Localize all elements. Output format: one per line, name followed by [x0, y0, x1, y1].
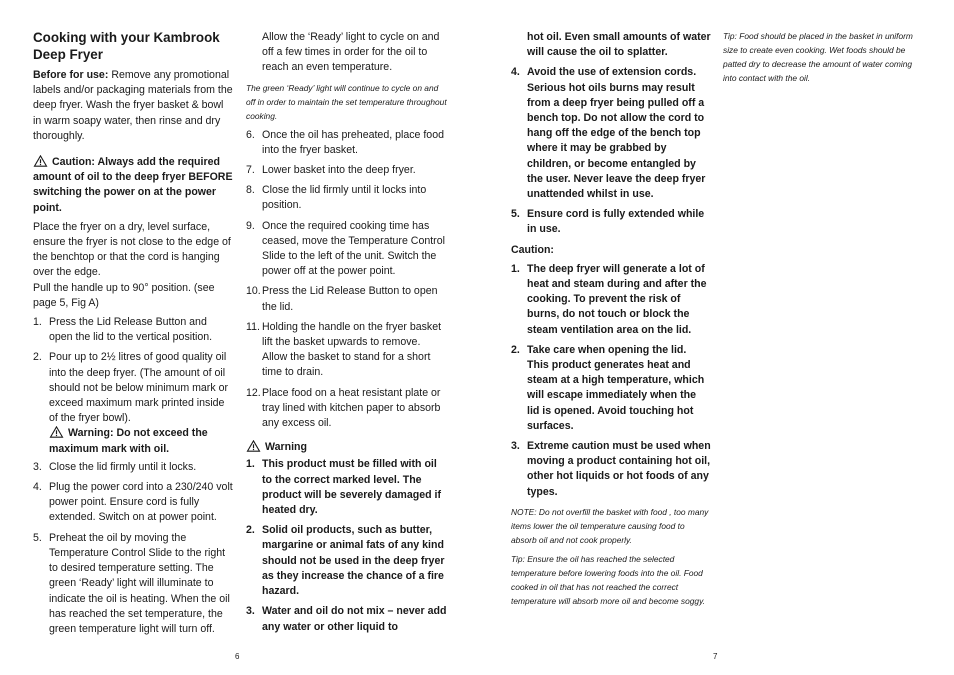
list-item: 3. Close the lid firmly until it locks. [33, 460, 197, 473]
list-item: 4. Avoid the use of extension cords. Serious hot oils burns may result from a deep fryer being pulled off a bench top. Do not allow the cord to hang off the edge of the bench top where it may be grabbed by children, or become entangled by the user. Never leave the deep fryer unattended whilst in use. [511, 66, 706, 201]
list-item: 2. Take care when opening the lid. This product generates heat and steam at a high temperature, which will escape immediately when the lid is opened. Avoid touching hot surfaces. [511, 343, 705, 432]
list-item: 1. Press the Lid Release Button and open the lid to the vertical position. [33, 316, 213, 344]
caution-text: Caution: Always add the required amount of oil to the deep fryer BEFORE switching the power on at the power point. [33, 156, 233, 214]
warning-triangle-icon [33, 155, 48, 167]
cautions-list [511, 262, 711, 500]
right-column-1 [511, 30, 711, 608]
continued-warning: hot oil. Even small amounts of water will cause the oil to splatter. [527, 31, 711, 59]
steps-list-a [33, 315, 233, 637]
warning-heading: Warning [246, 440, 448, 455]
list-item: 3. Water and oil do not mix – never add any water or other liquid to [246, 605, 447, 633]
list-item: 11. Holding the handle on the fryer basket lift the basket upwards to remove. Allow the basket to stand for a short time to drain. [246, 320, 442, 379]
list-item: 1. The deep fryer will generate a lot of heat and steam during and after the cooking. To prevent the risk of burns, do not touch or block the steam ventilation area on the lid. [511, 262, 707, 336]
before-use-label: Before for use: [33, 69, 109, 81]
ready-light-note: The green ‘Ready’ light will continue to cycle on and off in order to maintain the set temperature throughout cooking. [246, 82, 447, 121]
page-number-left: 6 [235, 652, 240, 661]
warning-triangle-icon [49, 426, 64, 438]
list-item: 7. Lower basket into the deep fryer. [246, 164, 416, 177]
list-item: 5. Preheat the oil by moving the Temperature Control Slide to the right to desired temperature setting. The green ‘Ready’ light will illuminate to indicate the oil is heating. When the oil has reached the set temperature, the green temperature light will turn off. [33, 531, 230, 635]
list-item: 6. Once the oil has preheated, place food into the fryer basket. [246, 128, 444, 156]
left-column-1 [33, 30, 233, 642]
before-use-text: Remove any promotional labels and/or packaging materials from the deep fryer. Wash the fryer basket & bowl in warm soapy water, then rinse and dry thoroughly. [33, 69, 233, 142]
list-item: 8. Close the lid firmly until it locks into position. [246, 184, 427, 212]
caution-heading: Caution: [511, 243, 554, 256]
pull-paragraph: Pull the handle up to 90° position. (see page 5, Fig A) [33, 281, 215, 309]
page-title: Cooking with your Kambrook Deep Fryer [33, 30, 220, 62]
right-column-2 [723, 30, 923, 85]
list-item: 2. Solid oil products, such as butter, margarine or animal fats of any kind should not be used in the deep fryer as they increase the chance of a fire hazard. [246, 524, 445, 598]
tip-paragraph: Tip: Ensure the oil has reached the selected temperature before lowering foods into the oil. Food cooked in oil that has not reached the correct temperature will absorb more oil and become soggy. [511, 553, 705, 606]
list-item: 12. Place food on a heat resistant plate or tray lined with kitchen paper to absorb any excess oil. [246, 386, 441, 430]
warnings-list-b [511, 65, 711, 237]
note-paragraph: NOTE: Do not overfill the basket with food , too many items lower the oil temperature causing food to absorb oil and not cook properly. [511, 506, 709, 545]
list-item: 1. This product must be filled with oil to the correct marked level. The product will be severely damaged if heated dry. [246, 458, 441, 517]
list-item: 4. Plug the power cord into a 230/240 volt power point. Ensure cord is fully extended. Switch on at power point. [33, 481, 233, 524]
left-column-2 [246, 30, 448, 640]
place-paragraph: Place the fryer on a dry, level surface, ensure the fryer is not close to the edge of the benchtop or that the cord is hanging over the edge. [33, 220, 231, 279]
warnings-list-a [246, 457, 448, 634]
warning-triangle-icon [246, 440, 261, 452]
list-item: 9. Once the required cooking time has ceased, move the Temperature Control Slide to the left of the unit. Switch the power off at the power point. [246, 219, 445, 278]
list-item: 2. Pour up to 2½ litres of good quality oil into the deep fryer. (The amount of oil should not be below minimum mark or exceed maximum mark printed inside of the fryer bowl). Warning: Do not exceed the maximum mark with oil. [33, 350, 233, 456]
ready-light-paragraph: Allow the ‘Ready’ light to cycle on and off a few times in order for the oil to reach an even temperature. [262, 31, 440, 74]
page-number-right: 7 [713, 652, 718, 661]
before-use-paragraph [33, 68, 233, 144]
steps-list-b [246, 128, 448, 432]
tip-paragraph-2: Tip: Food should be placed in the basket in uniform size to create even cooking. Wet foods should be patted dry to decrease the amount of water coming into contact with the oil. [723, 31, 913, 83]
list-item: 5. Ensure cord is fully extended while in use. [511, 208, 705, 236]
list-item: 3. Extreme caution must be used when moving a product containing hot oil, other hot liquids or hot foods of any types. [511, 440, 711, 498]
list-item: 10. Press the Lid Release Button to open the lid. [246, 285, 438, 313]
caution-paragraph [33, 155, 233, 216]
step2-warning: Warning: Do not exceed the maximum mark with oil. [49, 427, 208, 455]
